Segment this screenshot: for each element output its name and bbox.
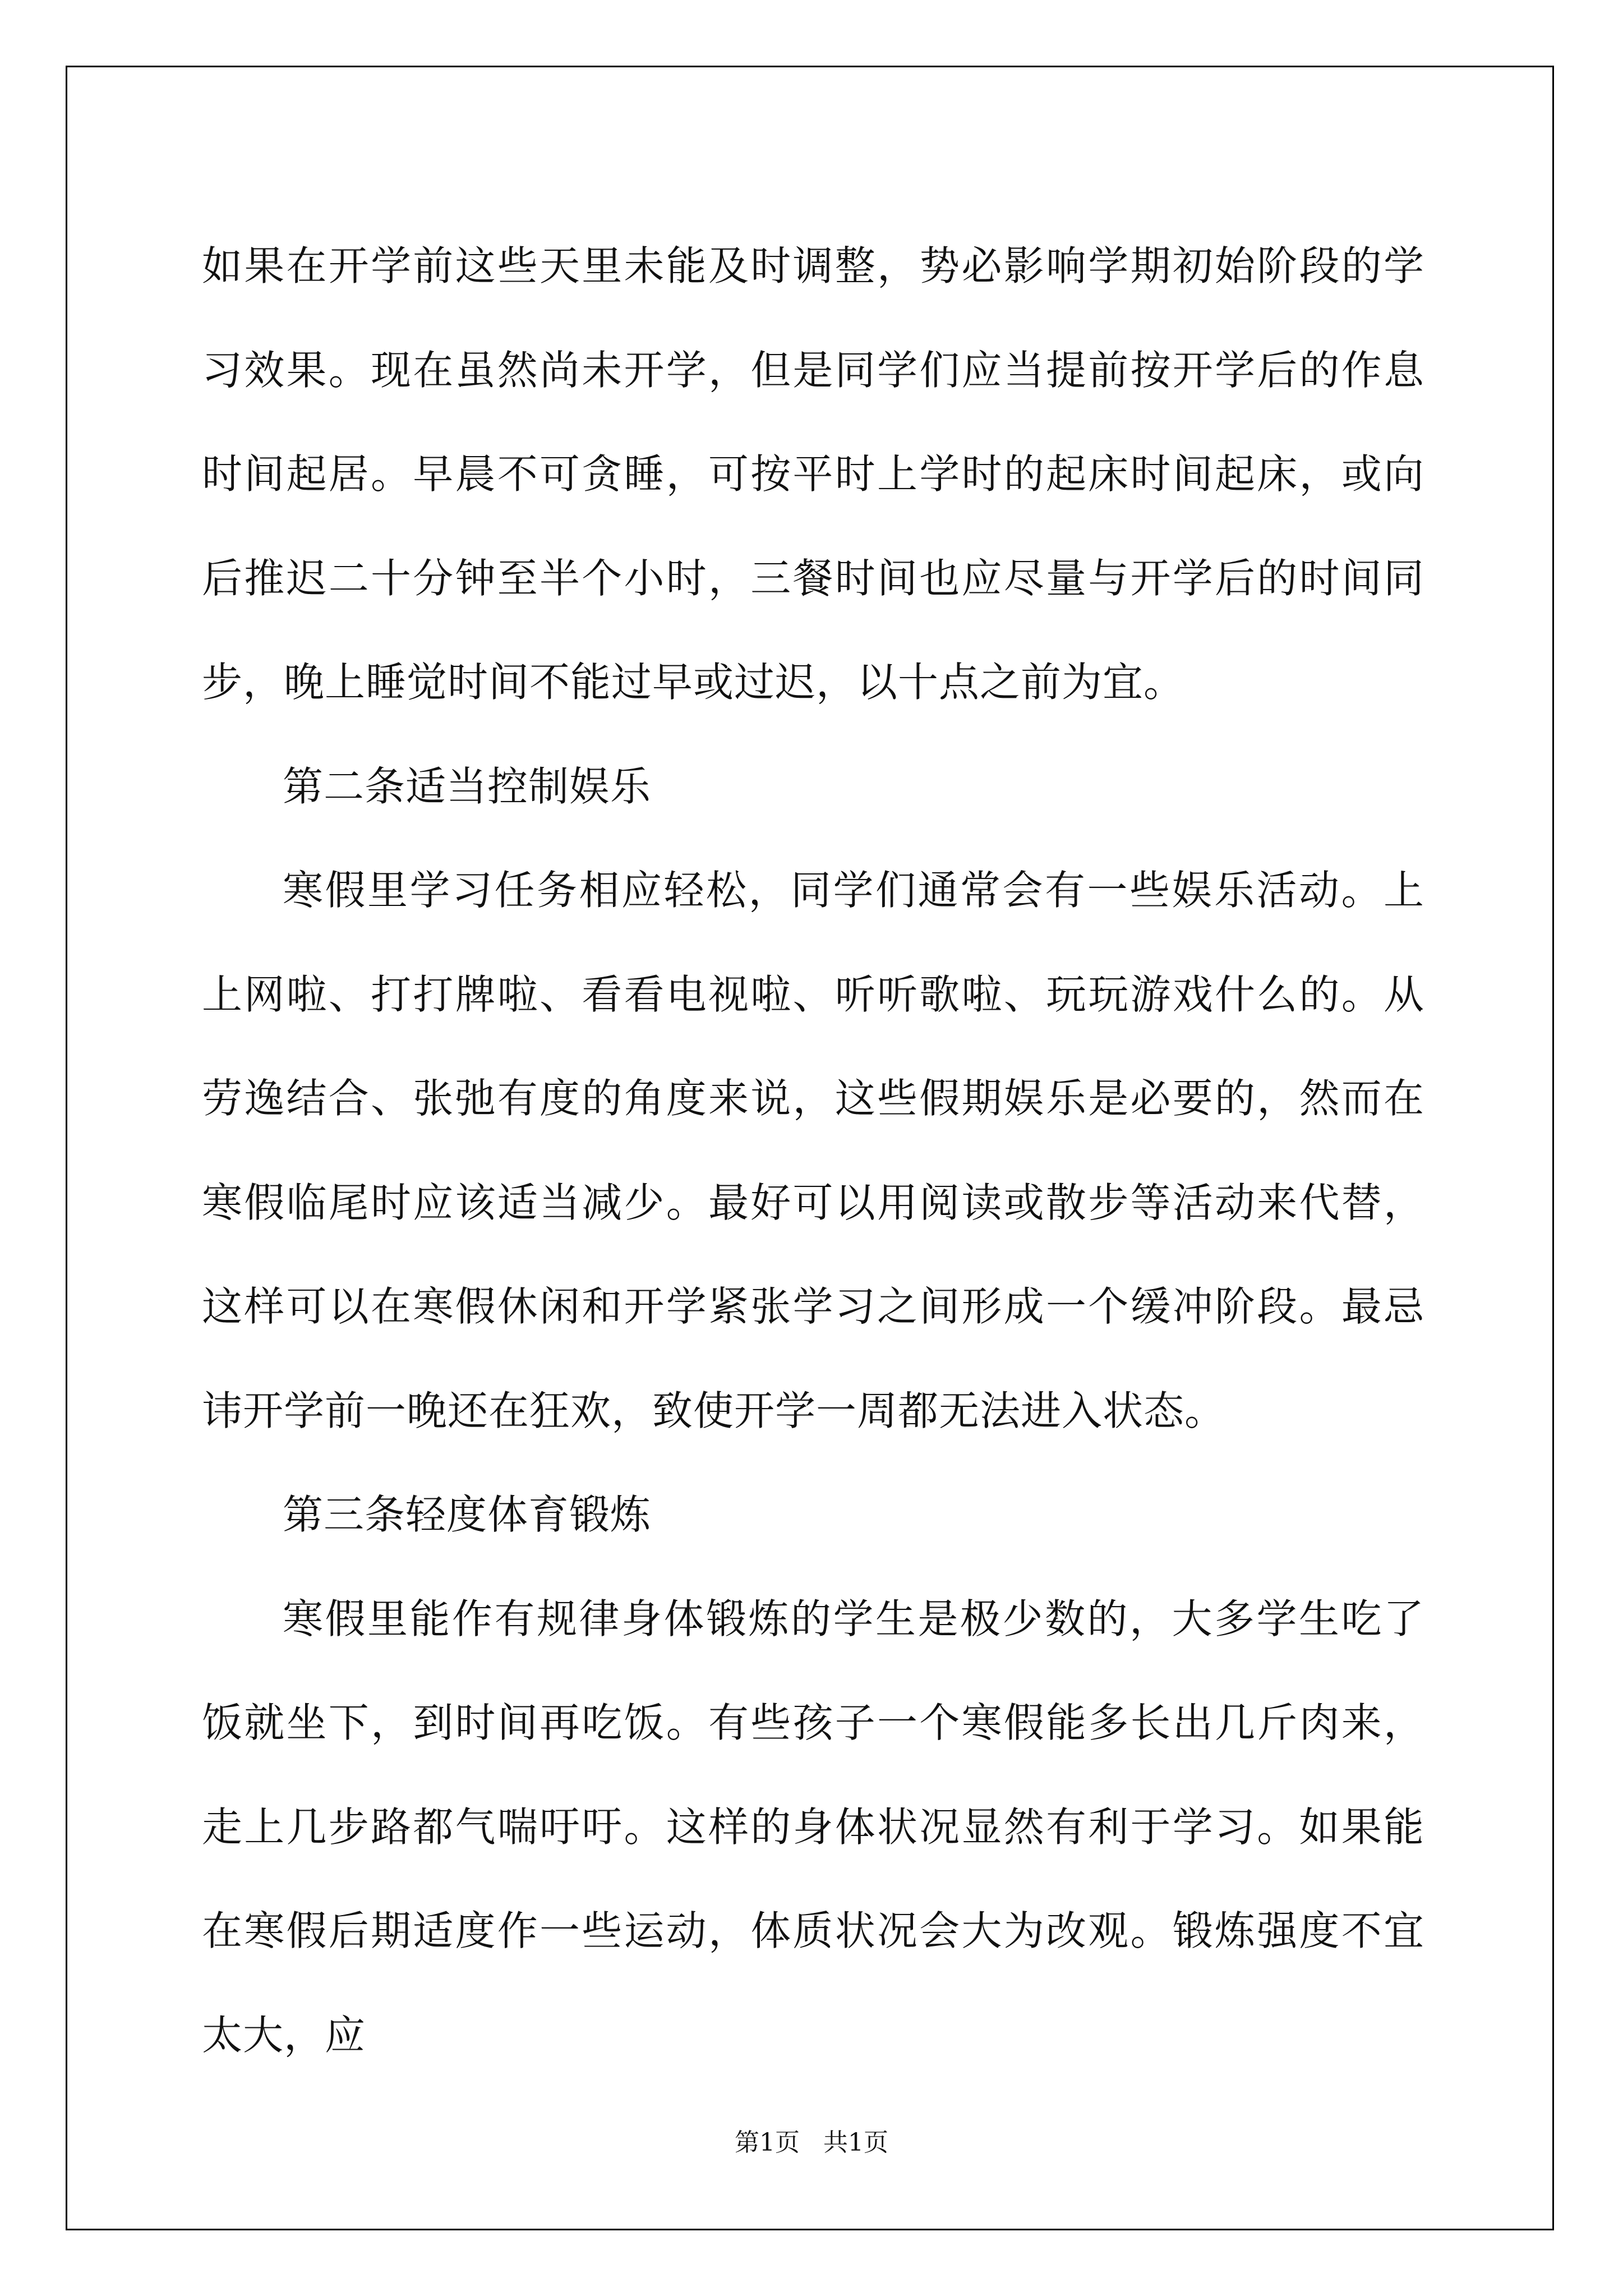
paragraph-sleep-schedule: 如果在开学前这些天里未能及时调整，势必影响学期初始阶段的学习效果。现在虽然尚未开学，但是同学们应当提前按开学后的作息时间起居。早晨不可贪睡，可按平时上学时的起床时间起床，或向后推迟二十分钟至半个小时，三餐时间也应尽量与开学后的时间同步，晚上睡觉时间不能过早或过迟，以十点之前为宜。 [202,242,1424,706]
heading-entertainment: 第二条适当控制娱乐 [283,762,652,810]
page-number: 第1页 共1页 [735,2128,888,2157]
paragraph-entertainment: 寒假里学习任务相应轻松，同学们通常会有一些娱乐活动。上上网啦、打打牌啦、看看电视啦、听听歌啦、玩玩游戏什么的。从劳逸结合、张弛有度的角度来说，这些假期娱乐是必要的，然而在寒假临尾时应该适当减少。最好可以用阅读或散步等活动来代替，这样可以在寒假休闲和开学紧张学习之间形成一个缓冲阶段。最忌讳开学前一晚还在狂欢，致使开学一周都无法进入状态。 [202,867,1424,1434]
document-body [202,214,1424,2087]
paragraph-exercise: 寒假里能作有规律身体锻炼的学生是极少数的，大多学生吃了饭就坐下，到时间再吃饭。有些孩子一个寒假能多长出几斤肉来，走上几步路都气喘吁吁。这样的身体状况显然有利于学习。如果能在寒假后期适度作一些运动，体质状况会大为改观。锻炼强度不宜太大，应 [202,1595,1424,2059]
heading-exercise: 第三条轻度体育锻炼 [283,1491,652,1538]
